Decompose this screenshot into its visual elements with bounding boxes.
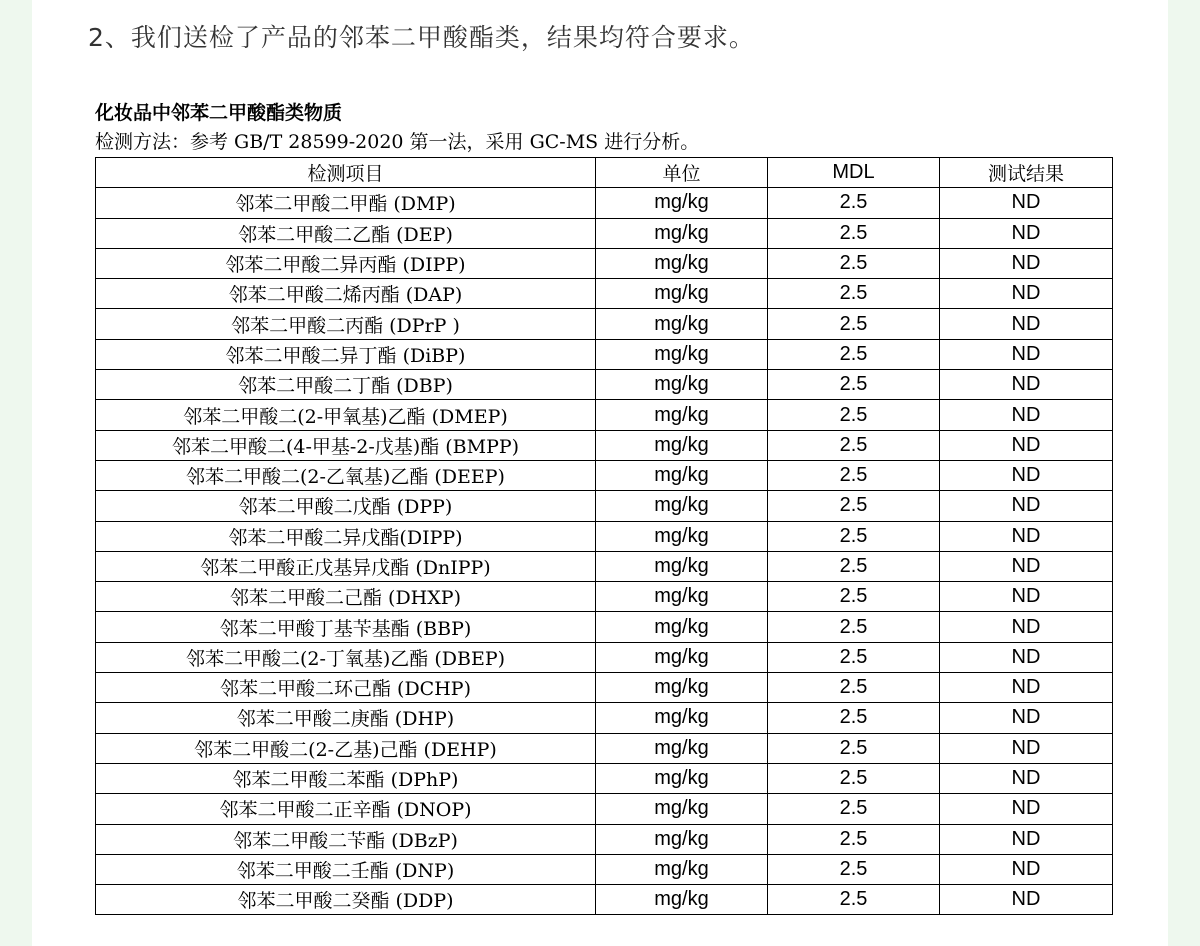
- table-row: [96, 612, 1113, 642]
- unit-cell: mg/kg: [596, 460, 768, 490]
- report-title: 化妆品中邻苯二甲酸酯类物质: [95, 102, 343, 124]
- table-row: [96, 582, 1113, 612]
- result-cell: ND: [940, 491, 1113, 521]
- mdl-cell: 2.5: [768, 400, 940, 430]
- result-cell: ND: [940, 733, 1113, 763]
- mdl-cell: 2.5: [768, 339, 940, 369]
- analyte-name-cell: 邻苯二甲酸二正辛酯 (DNOP): [96, 794, 596, 824]
- result-cell: ND: [940, 521, 1113, 551]
- result-cell: ND: [940, 370, 1113, 400]
- mdl-cell: 2.5: [768, 733, 940, 763]
- unit-cell: mg/kg: [596, 491, 768, 521]
- analyte-name-cell: 邻苯二甲酸二甲酯 (DMP): [96, 188, 596, 218]
- table-row: [96, 703, 1113, 733]
- mdl-cell: 2.5: [768, 551, 940, 581]
- mdl-cell: 2.5: [768, 279, 940, 309]
- table-row: [96, 673, 1113, 703]
- result-cell: ND: [940, 188, 1113, 218]
- mdl-cell: 2.5: [768, 794, 940, 824]
- unit-cell: mg/kg: [596, 824, 768, 854]
- table-row: [96, 763, 1113, 793]
- analyte-name-cell: 邻苯二甲酸二环己酯 (DCHP): [96, 673, 596, 703]
- mdl-cell: 2.5: [768, 491, 940, 521]
- result-cell: ND: [940, 248, 1113, 278]
- unit-cell: mg/kg: [596, 612, 768, 642]
- table-row: [96, 370, 1113, 400]
- intro-paragraph: 2、我们送检了产品的邻苯二甲酸酯类，结果均符合要求。: [88, 23, 755, 52]
- unit-cell: mg/kg: [596, 370, 768, 400]
- table-row: [96, 339, 1113, 369]
- table-row: [96, 309, 1113, 339]
- table-body: [96, 188, 1113, 915]
- unit-cell: mg/kg: [596, 733, 768, 763]
- header-result: 测试结果: [940, 158, 1113, 188]
- unit-cell: mg/kg: [596, 582, 768, 612]
- analyte-name-cell: 邻苯二甲酸二丁酯 (DBP): [96, 370, 596, 400]
- test-method-line: 检测方法：参考 GB/T 28599-2020 第一法，采用 GC-MS 进行分析。: [95, 131, 700, 153]
- analyte-name-cell: 邻苯二甲酸二戊酯 (DPP): [96, 491, 596, 521]
- result-cell: ND: [940, 703, 1113, 733]
- mdl-cell: 2.5: [768, 188, 940, 218]
- table-row: [96, 279, 1113, 309]
- analyte-name-cell: 邻苯二甲酸二乙酯 (DEP): [96, 218, 596, 248]
- result-cell: ND: [940, 339, 1113, 369]
- analyte-name-cell: 邻苯二甲酸正戊基异戊酯 (DnIPP): [96, 551, 596, 581]
- table-row: [96, 733, 1113, 763]
- mdl-cell: 2.5: [768, 673, 940, 703]
- analyte-name-cell: 邻苯二甲酸二丙酯 (DPrP ): [96, 309, 596, 339]
- table-row: [96, 854, 1113, 884]
- unit-cell: mg/kg: [596, 885, 768, 915]
- table-row: [96, 218, 1113, 248]
- analyte-name-cell: 邻苯二甲酸二庚酯 (DHP): [96, 703, 596, 733]
- header-test-item: 检测项目: [96, 158, 596, 188]
- header-mdl: MDL: [768, 158, 940, 188]
- table-row: [96, 400, 1113, 430]
- unit-cell: mg/kg: [596, 248, 768, 278]
- analyte-name-cell: 邻苯二甲酸二(2-乙基)己酯 (DEHP): [96, 733, 596, 763]
- result-cell: ND: [940, 794, 1113, 824]
- result-cell: ND: [940, 400, 1113, 430]
- table-row: [96, 642, 1113, 672]
- unit-cell: mg/kg: [596, 309, 768, 339]
- table-header-row: [96, 158, 1113, 188]
- phthalate-results-table: [95, 157, 1113, 915]
- result-cell: ND: [940, 642, 1113, 672]
- unit-cell: mg/kg: [596, 188, 768, 218]
- mdl-cell: 2.5: [768, 430, 940, 460]
- analyte-name-cell: 邻苯二甲酸二烯丙酯 (DAP): [96, 279, 596, 309]
- unit-cell: mg/kg: [596, 551, 768, 581]
- mdl-cell: 2.5: [768, 218, 940, 248]
- unit-cell: mg/kg: [596, 218, 768, 248]
- analyte-name-cell: 邻苯二甲酸二异丙酯 (DIPP): [96, 248, 596, 278]
- analyte-name-cell: 邻苯二甲酸二壬酯 (DNP): [96, 854, 596, 884]
- unit-cell: mg/kg: [596, 763, 768, 793]
- table-row: [96, 521, 1113, 551]
- table-row: [96, 794, 1113, 824]
- analyte-name-cell: 邻苯二甲酸二苄酯 (DBzP): [96, 824, 596, 854]
- analyte-name-cell: 邻苯二甲酸二己酯 (DHXP): [96, 582, 596, 612]
- analyte-name-cell: 邻苯二甲酸丁基苄基酯 (BBP): [96, 612, 596, 642]
- analyte-name-cell: 邻苯二甲酸二异戊酯(DIPP): [96, 521, 596, 551]
- result-cell: ND: [940, 612, 1113, 642]
- unit-cell: mg/kg: [596, 400, 768, 430]
- analyte-name-cell: 邻苯二甲酸二(2-甲氧基)乙酯 (DMEP): [96, 400, 596, 430]
- mdl-cell: 2.5: [768, 582, 940, 612]
- result-cell: ND: [940, 218, 1113, 248]
- unit-cell: mg/kg: [596, 854, 768, 884]
- mdl-cell: 2.5: [768, 521, 940, 551]
- unit-cell: mg/kg: [596, 279, 768, 309]
- table-row: [96, 491, 1113, 521]
- table-row: [96, 885, 1113, 915]
- result-cell: ND: [940, 673, 1113, 703]
- unit-cell: mg/kg: [596, 430, 768, 460]
- analyte-name-cell: 邻苯二甲酸二苯酯 (DPhP): [96, 763, 596, 793]
- mdl-cell: 2.5: [768, 460, 940, 490]
- mdl-cell: 2.5: [768, 612, 940, 642]
- unit-cell: mg/kg: [596, 642, 768, 672]
- analyte-name-cell: 邻苯二甲酸二癸酯 (DDP): [96, 885, 596, 915]
- header-unit: 单位: [596, 158, 768, 188]
- unit-cell: mg/kg: [596, 673, 768, 703]
- result-cell: ND: [940, 279, 1113, 309]
- analyte-name-cell: 邻苯二甲酸二(2-丁氧基)乙酯 (DBEP): [96, 642, 596, 672]
- mdl-cell: 2.5: [768, 309, 940, 339]
- mdl-cell: 2.5: [768, 248, 940, 278]
- table-row: [96, 188, 1113, 218]
- unit-cell: mg/kg: [596, 339, 768, 369]
- result-cell: ND: [940, 582, 1113, 612]
- result-cell: ND: [940, 551, 1113, 581]
- result-cell: ND: [940, 854, 1113, 884]
- table-row: [96, 551, 1113, 581]
- result-cell: ND: [940, 763, 1113, 793]
- mdl-cell: 2.5: [768, 642, 940, 672]
- mdl-cell: 2.5: [768, 763, 940, 793]
- table-row: [96, 430, 1113, 460]
- mdl-cell: 2.5: [768, 824, 940, 854]
- table-row: [96, 460, 1113, 490]
- result-cell: ND: [940, 430, 1113, 460]
- mdl-cell: 2.5: [768, 703, 940, 733]
- analyte-name-cell: 邻苯二甲酸二(4-甲基-2-戊基)酯 (BMPP): [96, 430, 596, 460]
- mdl-cell: 2.5: [768, 854, 940, 884]
- result-cell: ND: [940, 460, 1113, 490]
- analyte-name-cell: 邻苯二甲酸二异丁酯 (DiBP): [96, 339, 596, 369]
- result-cell: ND: [940, 824, 1113, 854]
- table-row: [96, 248, 1113, 278]
- unit-cell: mg/kg: [596, 521, 768, 551]
- mdl-cell: 2.5: [768, 885, 940, 915]
- table-row: [96, 824, 1113, 854]
- result-cell: ND: [940, 885, 1113, 915]
- mdl-cell: 2.5: [768, 370, 940, 400]
- result-cell: ND: [940, 309, 1113, 339]
- unit-cell: mg/kg: [596, 703, 768, 733]
- analyte-name-cell: 邻苯二甲酸二(2-乙氧基)乙酯 (DEEP): [96, 460, 596, 490]
- unit-cell: mg/kg: [596, 794, 768, 824]
